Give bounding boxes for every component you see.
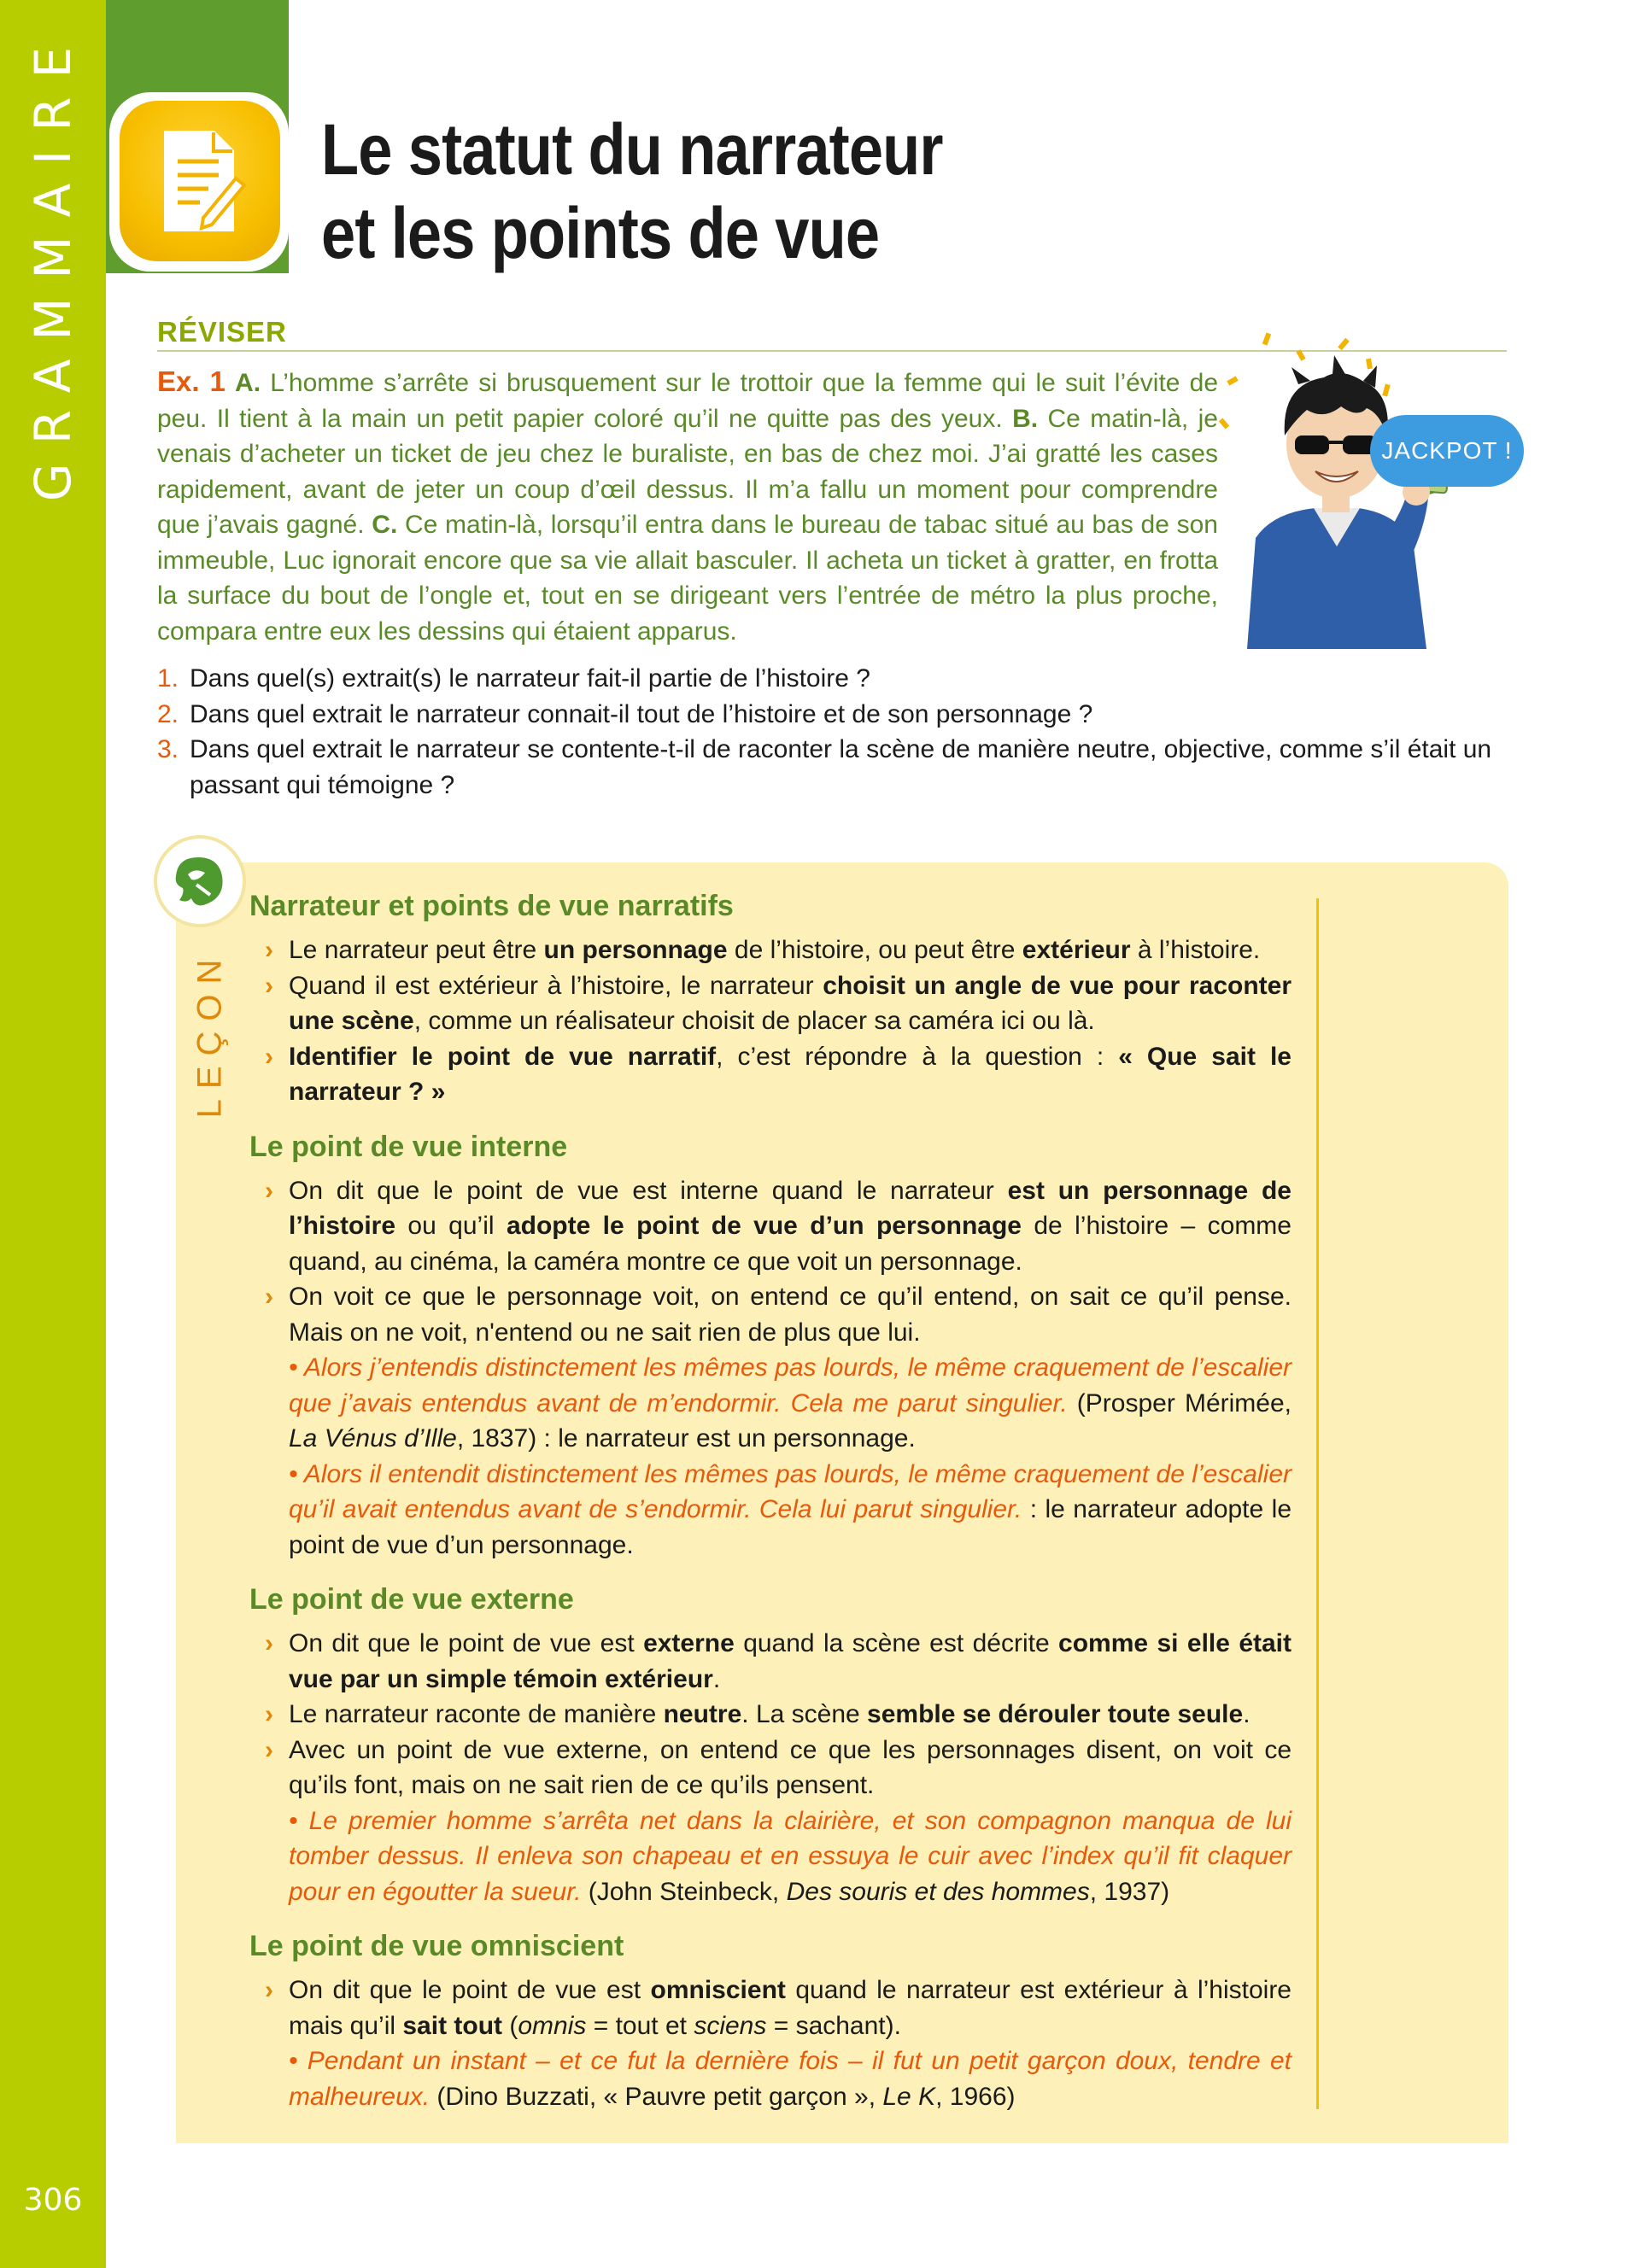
example-quote: • Le premier homme s’arrêta net dans la clairière, et son compagnon manqua de lui tomber dessus. Il enleva son chapeau et en essuya le cuir avec l’index qu’il fit claquer pour en égoutter la sueur. xyxy=(289,1806,1292,1906)
bullet-text xyxy=(289,1039,1292,1110)
text-run: de l’histoire, ou peut être xyxy=(727,936,1022,964)
text-run: Le narrateur raconte de manière xyxy=(289,1700,664,1728)
chapter-label: GRAMMAIRE xyxy=(24,27,83,502)
bold-run: semble se dérouler toute seule xyxy=(867,1700,1244,1728)
bullet-text xyxy=(289,968,1292,1039)
lesson-bullet xyxy=(249,1626,1292,1697)
lesson-label: LEÇON xyxy=(190,949,229,1118)
question-text: Dans quel extrait le narrateur connait-il tout de l’histoire et de son personnage ? xyxy=(190,699,1093,728)
lesson-bullet xyxy=(249,1733,1292,1803)
chevron-right-icon: › xyxy=(265,1700,273,1728)
jackpot-speech-bubble: JACKPOT ! xyxy=(1370,415,1524,487)
text-run: On dit que le point de vue est xyxy=(289,1976,651,2004)
example-block xyxy=(249,2043,1292,2114)
lesson-bullet xyxy=(249,1039,1292,1110)
text-run: : le narrateur adopte le point de vue d’un personnage. xyxy=(289,1495,1292,1559)
bullet-text xyxy=(289,1279,1292,1350)
lesson-bullet xyxy=(249,1279,1292,1350)
text-run: Quand il est extérieur à l’histoire, le narrateur xyxy=(289,971,823,1000)
part-c-label: C. xyxy=(372,511,398,539)
lesson-bullet xyxy=(249,1973,1292,2043)
question-item xyxy=(157,697,1524,733)
section-title-interne: Le point de vue interne xyxy=(249,1130,568,1163)
chevron-right-icon: › xyxy=(265,1976,273,2004)
italic-run: sciens xyxy=(694,2011,767,2040)
question-text: Dans quel extrait le narrateur se contente-t-il de raconter la scène de manière neutre, objective, comme s’il était un passant qui témoigne ? xyxy=(190,735,1492,799)
example-quote: • Alors j’entendis distinctement les mêmes pas lourds, le même craquement de l’escalier que j’avais entendus avant de m’endormir. Cela me parut singulier. xyxy=(289,1353,1292,1418)
reviser-heading: RÉVISER xyxy=(157,316,287,348)
jackpot-character-illustration xyxy=(1213,324,1486,649)
text-run: ou qu’il xyxy=(395,1212,507,1240)
text-run: On dit que le point de vue est interne quand le narrateur xyxy=(289,1176,1008,1205)
text-run: (John Steinbeck, xyxy=(581,1877,787,1906)
part-a-label: A. xyxy=(235,369,261,397)
lesson-bullet xyxy=(249,968,1292,1039)
part-c-text: Ce matin-là, lorsqu’il entra dans le bureau de tabac situé au bas de son immeuble, Luc ignorait encore que sa vie allait basculer. Il acheta un ticket à gratter, en frotta la surface du bout de l’ongle et, tout en se dirigeant vers l’entrée de métro la plus proche, compara entre eux les dessins qui étaient apparus. xyxy=(157,511,1218,646)
example-block xyxy=(249,1457,1292,1564)
section-title-omniscient: Le point de vue omniscient xyxy=(249,1930,624,1962)
text-run: à l’histoire. xyxy=(1130,936,1261,964)
text-run: (Dino Buzzati, « Pauvre petit garçon », xyxy=(430,2082,883,2111)
bold-run: omniscient xyxy=(650,1976,786,2004)
section-title-narrateur: Narrateur et points de vue narratifs xyxy=(249,890,734,922)
chevron-right-icon: › xyxy=(265,1283,273,1311)
part-b-text: Ce matin-là, je venais d’acheter un ticket de jeu chez le buraliste, en bas de chez moi. J’ai gratté les cases rapidement, avant de jeter un coup d’œil dessus. Il m’a fallu un moment pour comprendre que j’avais gagné. xyxy=(157,404,1218,539)
bold-run: adopte le point de vue d’un personnage xyxy=(506,1212,1022,1240)
text-run: , 1837) : le narrateur est un personnage. xyxy=(456,1424,916,1453)
text-run: On voit ce que le personnage voit, on entend ce qu’il entend, on sait ce qu’il pense. Mais on ne voit, n'entend ou ne sait rien de plus que lui. xyxy=(289,1283,1292,1347)
example-quote: • Alors il entendit distinctement les mêmes pas lourds, le même craquement de l’escalier qu’il avait entendus avant de s’endormir. Cela lui parut singulier. xyxy=(289,1459,1292,1523)
lesson-content xyxy=(249,888,1292,2114)
example-quote: • Pendant un instant – et ce fut la dernière fois – il fut un petit garçon doux, tendre et malheureux. xyxy=(289,2047,1292,2111)
lesson-label-container xyxy=(176,948,244,1119)
bold-run: externe xyxy=(643,1629,735,1657)
leaf-icon xyxy=(154,835,246,927)
text-run: , c’est répondre à la question : xyxy=(716,1042,1119,1071)
chevron-right-icon: › xyxy=(265,1735,273,1764)
text-run: = sachant). xyxy=(766,2011,901,2040)
bullet-text xyxy=(289,932,1292,968)
text-run: , 1937) xyxy=(1089,1877,1170,1906)
text-run: de l’histoire – comme quand, au cinéma, la caméra montre ce que voit un personnage. xyxy=(289,1212,1292,1276)
lesson-bullet xyxy=(249,1173,1292,1280)
bold-run: « Que sait le narrateur ? » xyxy=(289,1042,1292,1106)
bold-run: comme si elle était vue par un simple témoin extérieur xyxy=(289,1629,1292,1693)
page-title xyxy=(321,108,1346,275)
chevron-right-icon: › xyxy=(265,1176,273,1205)
document-pencil-icon xyxy=(120,101,280,261)
text-run: On dit que le point de vue est xyxy=(289,1629,644,1657)
title-line-2: et les points de vue xyxy=(321,193,880,273)
bullet-text xyxy=(289,1697,1292,1733)
bold-run: extérieur xyxy=(1022,936,1131,964)
work-title: Le K xyxy=(882,2082,936,2111)
questions-list xyxy=(157,661,1524,803)
page-number: 306 xyxy=(23,2183,83,2218)
question-number: 2. xyxy=(157,699,179,728)
example-block xyxy=(249,1350,1292,1457)
text-run: quand la scène est décrite xyxy=(734,1629,1059,1657)
part-a-text: L’homme s’arrête si brusquement sur le trottoir que la femme qui le suit l’évite de peu. Il tient à la main un petit papier coloré qu’il ne quitte pas des yeux. xyxy=(157,369,1219,433)
chevron-right-icon: › xyxy=(265,1042,273,1071)
bullet-text xyxy=(289,1173,1292,1280)
text-run: . xyxy=(1243,1700,1250,1728)
exercise-1-text xyxy=(157,364,1218,649)
bold-run: choisit un angle de vue pour raconter une scène xyxy=(289,971,1292,1035)
question-number: 3. xyxy=(157,735,179,763)
question-number: 1. xyxy=(157,664,179,693)
chevron-right-icon: › xyxy=(265,971,273,1000)
question-item xyxy=(157,661,1524,697)
title-line-1: Le statut du narrateur xyxy=(321,109,943,190)
text-run: quand le narrateur est extérieur à l’histoire mais qu’il xyxy=(289,1976,1292,2040)
text-run: . xyxy=(712,1664,721,1693)
chevron-right-icon: › xyxy=(265,1629,273,1657)
lesson-bullet xyxy=(249,1697,1292,1733)
work-title: La Vénus d’Ille xyxy=(289,1424,457,1453)
lesson-margin-rule xyxy=(1316,898,1319,2109)
lesson-bullet xyxy=(249,932,1292,968)
bold-run: neutre xyxy=(663,1700,742,1728)
work-title: Des souris et des hommes xyxy=(786,1877,1090,1906)
bullet-text xyxy=(289,1973,1292,2043)
text-run: Le narrateur peut être xyxy=(289,936,544,964)
section-title-externe: Le point de vue externe xyxy=(249,1583,574,1616)
bold-run: un personnage xyxy=(543,936,728,964)
italic-run: omnis xyxy=(518,2011,587,2040)
part-b-label: B. xyxy=(1012,404,1039,433)
example-block xyxy=(249,1803,1292,1910)
text-run: Avec un point de vue externe, on entend ce que les personnages disent, on voit ce qu’ils font, mais on ne sait rien de ce qu’ils pensent. xyxy=(289,1735,1292,1799)
text-run: (Prosper Mérimée, xyxy=(1067,1388,1292,1418)
text-run: = tout et xyxy=(586,2011,694,2040)
text-run: . La scène xyxy=(741,1700,868,1728)
chevron-right-icon: › xyxy=(265,936,273,964)
bullet-text xyxy=(289,1626,1292,1697)
text-run: ( xyxy=(502,2011,518,2040)
exercise-label: Ex. 1 xyxy=(157,365,226,397)
bullet-text xyxy=(289,1733,1292,1803)
bold-run: Identifier le point de vue narratif xyxy=(289,1042,717,1071)
text-run: , comme un réalisateur choisit de placer sa caméra ici ou là. xyxy=(413,1007,1095,1035)
bold-run: est un personnage de l’histoire xyxy=(289,1176,1292,1240)
band-label-container xyxy=(0,0,106,529)
text-run: , 1966) xyxy=(935,2082,1016,2111)
bold-run: sait tout xyxy=(402,2011,503,2040)
question-text: Dans quel(s) extrait(s) le narrateur fait-il partie de l’histoire ? xyxy=(190,664,870,693)
question-item xyxy=(157,732,1524,803)
